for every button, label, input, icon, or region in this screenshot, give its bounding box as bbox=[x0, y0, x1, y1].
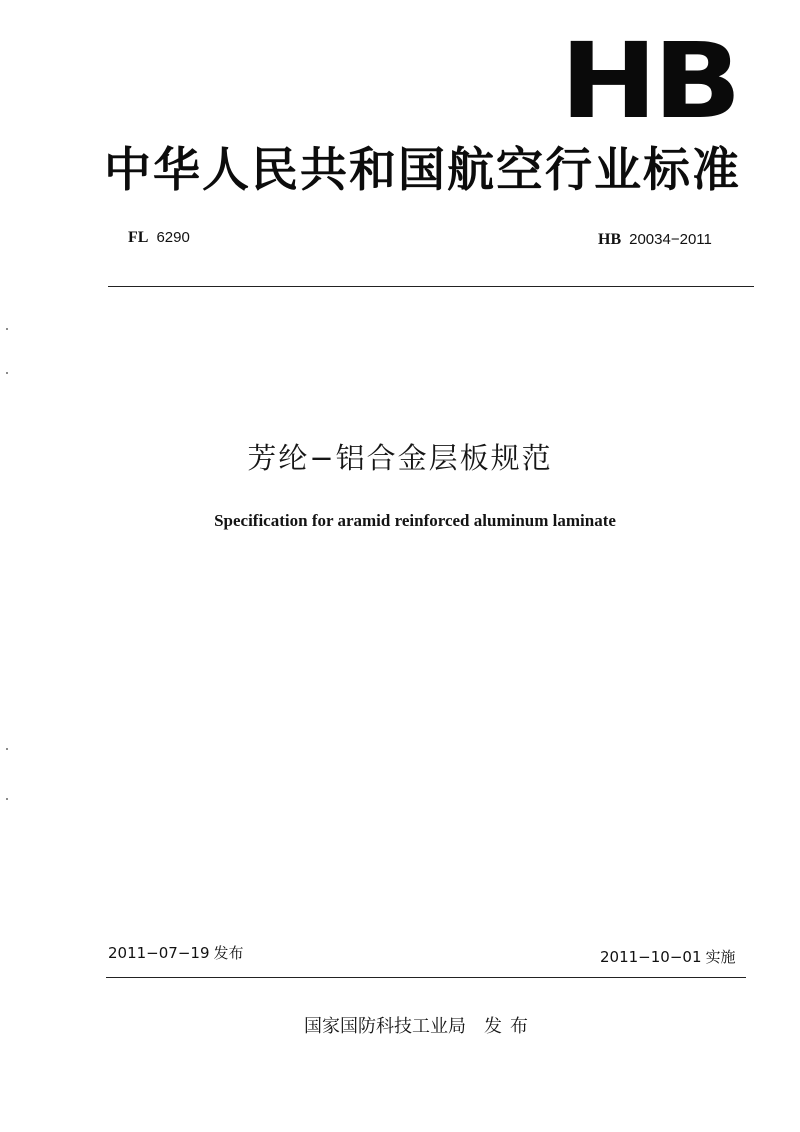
publisher bbox=[304, 1014, 536, 1040]
hb-logo: HB bbox=[560, 20, 738, 142]
classification-prefix: FL bbox=[128, 229, 149, 246]
classification-number: 6290 bbox=[156, 229, 190, 246]
scan-speck bbox=[6, 748, 8, 750]
standard-code bbox=[598, 230, 712, 250]
issue-date-label: 发布 bbox=[213, 944, 244, 962]
standard-code-number: 20034−2011 bbox=[629, 231, 712, 248]
issue-date bbox=[108, 942, 244, 964]
scan-speck bbox=[6, 798, 8, 800]
footer-divider bbox=[106, 977, 746, 978]
document-title-chinese: 芳纶−铝合金层板规范 bbox=[247, 441, 553, 475]
effective-date-label: 实施 bbox=[705, 948, 736, 966]
scan-speck bbox=[6, 328, 8, 330]
standard-code-prefix: HB bbox=[598, 231, 622, 248]
issue-date-value: 2011−07−19 bbox=[108, 944, 210, 962]
classification-code bbox=[128, 228, 190, 248]
publisher-name: 国家国防科技工业局 bbox=[304, 1016, 466, 1037]
document-title-english: Specification for aramid reinforced aluminum laminate bbox=[214, 511, 616, 530]
publisher-action: 发布 bbox=[484, 1016, 536, 1037]
effective-date-value: 2011−10−01 bbox=[600, 948, 702, 966]
header-divider bbox=[108, 286, 754, 287]
effective-date bbox=[600, 946, 736, 968]
standard-title: 中华人民共和国航空行业标准 bbox=[104, 143, 741, 198]
scan-speck bbox=[6, 372, 8, 374]
